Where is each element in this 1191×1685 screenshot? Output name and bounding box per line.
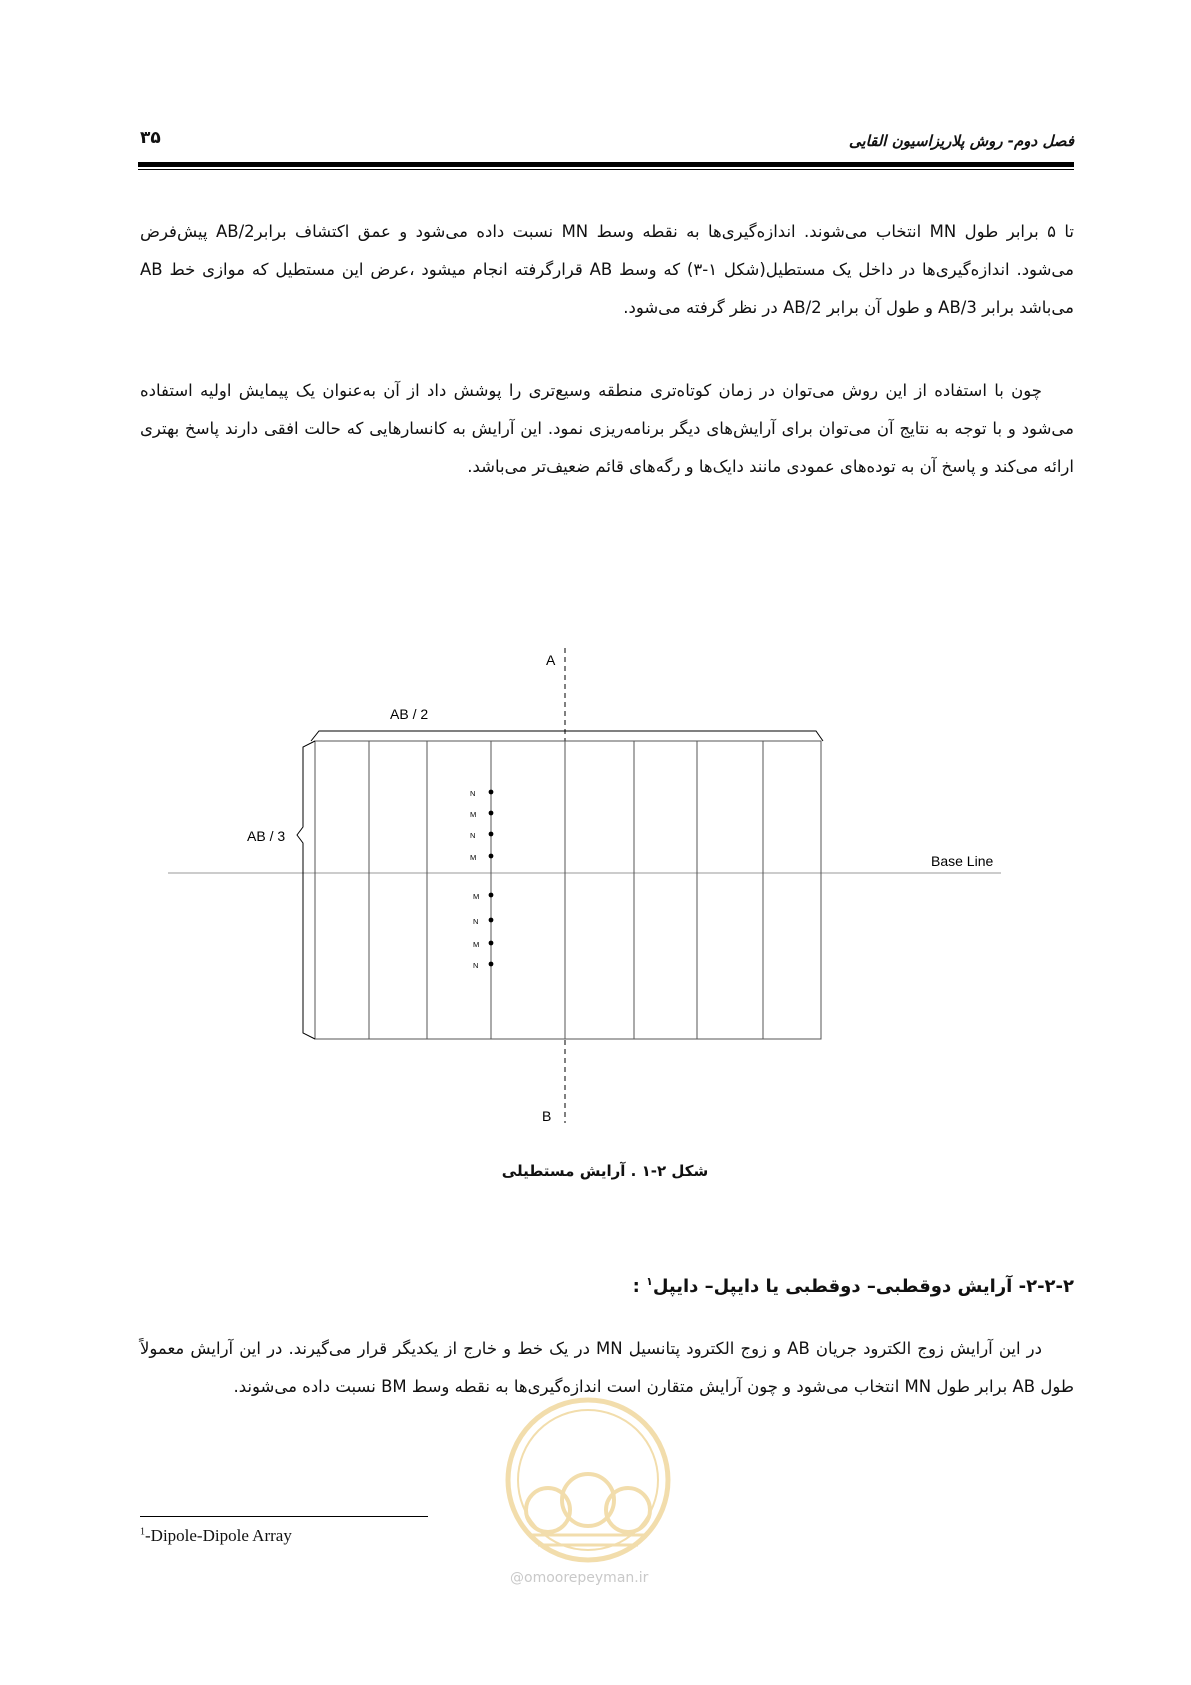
chapter-title: فصل دوم- روش پلاریزاسیون القایی xyxy=(848,132,1074,150)
section-heading xyxy=(633,1275,1074,1297)
label-ab3: AB / 3 xyxy=(247,828,286,844)
profile-lines xyxy=(369,741,763,1039)
electrode-label: N xyxy=(473,961,479,970)
section-heading-suffix: : xyxy=(632,1276,647,1297)
electrode-label: M xyxy=(470,853,477,862)
figure-caption: شکل ۲-۱ . آرایش مستطیلی xyxy=(501,1162,709,1180)
label-b: B xyxy=(542,1108,552,1124)
electrode-dot xyxy=(489,893,494,898)
watermark-text: @omoorepeyman.ir xyxy=(510,1570,649,1586)
footnote xyxy=(140,1526,292,1546)
label-baseline: Base Line xyxy=(931,853,994,869)
footnote-text: -Dipole-Dipole Array xyxy=(145,1526,292,1545)
electrode-label: M xyxy=(473,892,480,901)
paragraph-1: تا ۵ برابر طول MN انتخاب می‌شوند. اندازه‌گیری‌ها به نقطه وسط MN نسبت داده می‌شود و عمق اکتشاف برابرAB/2 پیش‌فرض می‌شود. اندازه‌گیری‌ها در داخل یک مستطیل(شکل ۱-۳) که وسط AB قرارگرفته انجام میشود ،عرض این مستطیل که موازی خط AB می‌باشد برابر AB/3 و طول آن برابر AB/2 در نظر گرفته می‌شود. xyxy=(140,222,1075,317)
paragraph-2: چون با استفاده از این روش می‌توان در زمان کوتاه‌تری منطقه وسیع‌تری را پوشش داد از آن به‌عنوان یک پیمایش اولیه استفاده می‌شود و با توجه به نتایج آن می‌توان برای آرایش‌های دیگر برنامه‌ریزی نمود. این آرایش به کانسارهایی که حالت افقی دارند پاسخ بهتری ارائه می‌کند و پاسخ آن به توده‌های عمودی مانند دایک‌ها و رگه‌های قائم ضعیف‌تر می‌باشد. xyxy=(140,381,1074,476)
footnote-rule xyxy=(140,1516,428,1517)
electrode-dot xyxy=(489,790,494,795)
survey-rectangle xyxy=(315,741,821,1039)
footnote-mark: 1 xyxy=(140,1526,145,1538)
ab2-bracket xyxy=(311,731,823,741)
electrode-label: M xyxy=(470,810,477,819)
electrode-dot xyxy=(489,918,494,923)
electrode-dot xyxy=(489,854,494,859)
electrode-dot xyxy=(489,962,494,967)
watermark-logo xyxy=(488,1395,688,1565)
paragraph-3: در این آرایش زوج الکترود جریان AB و زوج الکترود پتانسیل MN در یک خط و خارج از یکدیگر قرار می‌گیرند. در این آرایش معمولاً طول AB برابر طول MN انتخاب می‌شود و چون آرایش متقارن است اندازه‌گیری‌ها به نقطه وسط BM نسبت داده می‌شوند. xyxy=(140,1339,1074,1396)
electrode-label: N xyxy=(470,789,476,798)
page-number: ۳۵ xyxy=(140,128,161,148)
electrode-dot xyxy=(489,811,494,816)
ab3-bracket xyxy=(297,741,315,1039)
section-footnote-ref: ۱ xyxy=(646,1275,653,1288)
label-a: A xyxy=(546,652,556,668)
label-ab2: AB / 2 xyxy=(390,706,429,722)
electrode-label: N xyxy=(473,917,479,926)
electrode-label: N xyxy=(470,831,476,840)
electrode-dot xyxy=(489,832,494,837)
section-heading-text: ۲-۲-۲- آرایش دوقطبی– دوقطبی یا دایپل– دایپل xyxy=(652,1276,1074,1297)
electrode-dot xyxy=(489,941,494,946)
electrode-label: M xyxy=(473,940,480,949)
